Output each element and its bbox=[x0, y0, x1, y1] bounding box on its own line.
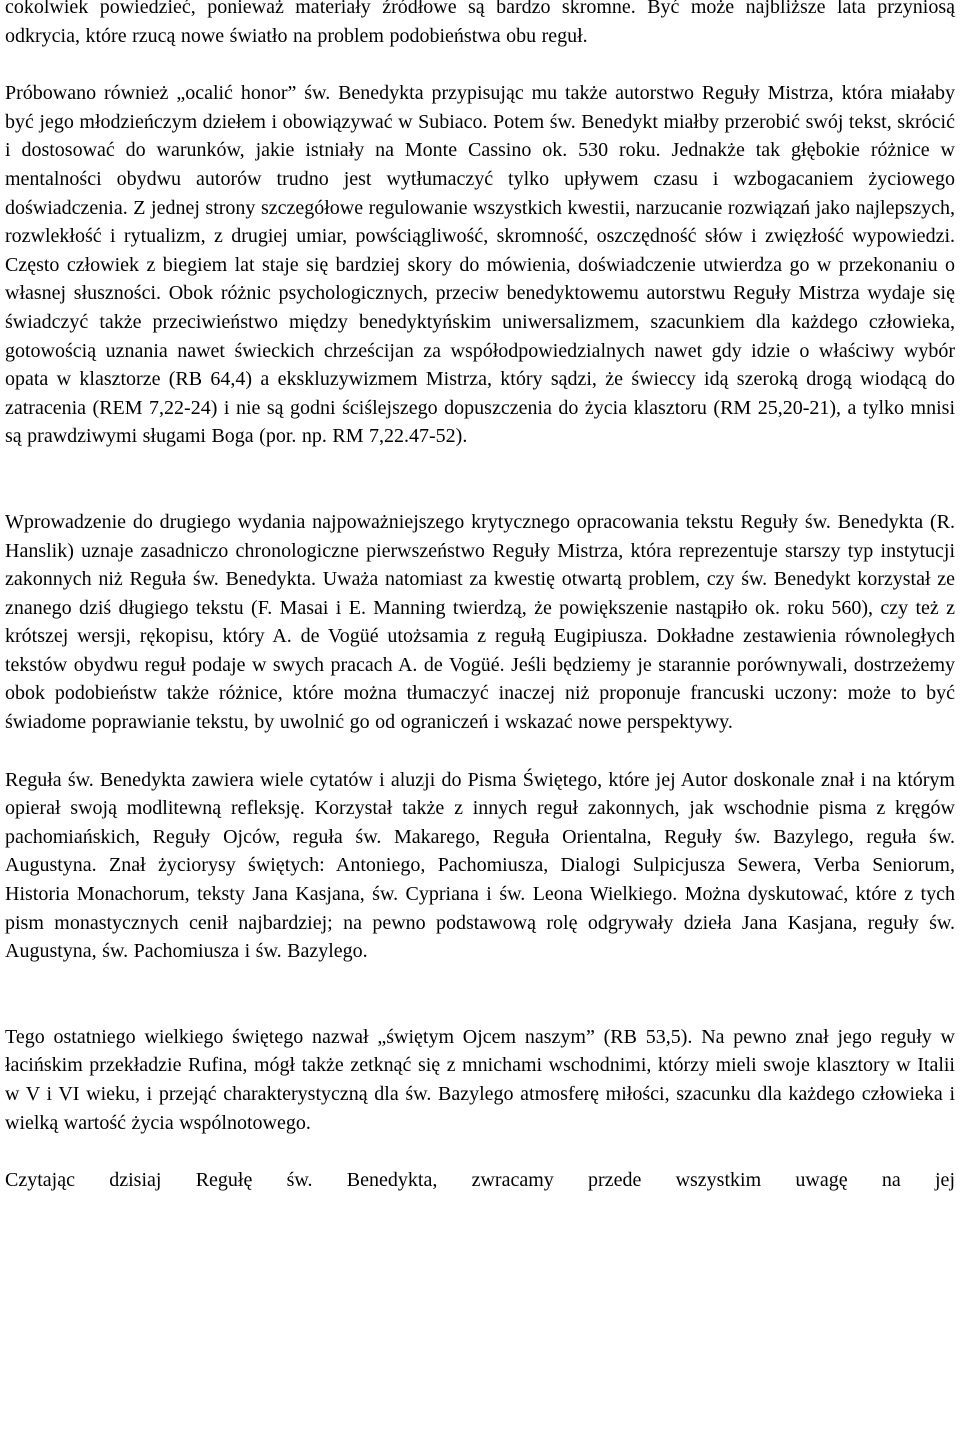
paragraph-6: Czytając dzisiaj Regułę św. Benedykta, zwracamy przede wszystkim uwagę na jej bbox=[5, 1169, 955, 1192]
paragraph-3: Wprowadzenie do drugiego wydania najpoważniejszego krytycznego opracowania tekstu Reguły św. Benedykta (R. Hanslik) uznaje zasadniczo chronologiczne pierwszeństwo Reguły Mistrza, która reprezentuje starszy typ instytucji zakonnych niż Reguła św. Benedykta. Uważa natomiast za kwestię otwartą problem, czy św. Benedykt korzystał ze znanego dziś długiego tekstu (F. Masai i E. Manning twierdzą, że powiększenie nastąpiło ok. roku 560), czy też z krótszej wersji, rękopisu, który A. de Vogüé utożsamia z regułą Eugipiusza. Dokładne zestawienia równoległych tekstów obydwu reguł podaje w swych pracach A. de Vogüé. Jeśli będziemy je starannie porównywali, dostrzeżemy obok podobieństw także różnice, które można tłumaczyć inaczej niż proponuje francuski uczony: może to być świadome poprawianie tekstu, by uwolnić go od ograniczeń i wskazać nowe perspektywy. bbox=[5, 510, 955, 734]
paragraph-4: Reguła św. Benedykta zawiera wiele cytatów i aluzji do Pisma Świętego, które jej Autor doskonale znał i na którym opierał swoją modlitewną refleksję. Korzystał także z innych reguł zakonnych, jak wschodnie pisma z kręgów pachomiańskich, Reguły Ojców, reguła św. Makarego, Reguła Orientalna, Reguły św. Bazylego, reguła św. Augustyna. Znał życiorysy świętych: Antoniego, Pachomiusza, Dialogi Sulpicjusza Sewera, Verba Seniorum, Historia Monachorum, teksty Jana Kasjana, św. Cypriana i św. Leona Wielkiego. Można dyskutować, które z tych pism monastycznych cenił najbardziej; na pewno podstawową rolę odgrywały dzieła Jana Kasjana, reguły św. Augustyna, św. Pachomiusza i św. Bazylego. bbox=[5, 768, 955, 963]
paragraph-gap bbox=[5, 966, 955, 1023]
paragraph-1: cokolwiek powiedzieć, ponieważ materiały źródłowe są bardzo skromne. Być może najbliższe lata przyniosą odkrycia, które rzucą nowe światło na problem podobieństwa obu reguł. bbox=[5, 0, 955, 47]
paragraph-2: Próbowano również „ocalić honor” św. Benedykta przypisując mu także autorstwo Reguły Mistrza, która miałaby być jego młodzieńczym dziełem i obowiązywać w Subiaco. Potem św. Benedykt miałby przerobić swój tekst, skrócić i dostosować do warunków, jakie istniały na Monte Cassino ok. 530 roku. Jednakże tak głębokie różnice w mentalności obydwu autorów trudno jest wytłumaczyć tylko upływem czasu i wzbogacaniem życiowego doświadczenia. Z jednej strony szczegółowe regulowanie wszystkich kwestii, narzucanie rozwiązań jako najlepszych, rozwlekłość i rytualizm, z drugiej umiar, powściągliwość, skromność, oszczędność słów i zwięzłość wypowiedzi. Często człowiek z biegiem lat staje się bardziej skory do mówienia, doświadczenie utwierdza go w przekonaniu o własnej słuszności. Obok różnic psychologicznych, przeciw benedyktowemu autorstwu Reguły Mistrza wydaje się świadczyć także przeciwieństwo między benedyktyńskim uniwersalizmem, szacunkiem dla każdego człowieka, gotowością uznania nawet świeckich chrześcijan za współodpowiedzialnych nawet gdy idzie o właściwy wybór opata w klasztorze (RB 64,4) a ekskluzywizmem Mistrza, który sądzi, że świeccy idą szeroką drogą wiodącą do zatracenia (REM 7,22-24) i nie są godni ściślejszego dopuszczenia do życia klasztoru (RM 25,20-21), a tylko mnisi są prawdziwymi sługami Boga (por. np. RM 7,22.47-52). bbox=[5, 82, 955, 448]
paragraph-5: Tego ostatniego wielkiego świętego nazwał „świętym Ojcem naszym” (RB 53,5). Na pewno znał jego reguły w łacińskim przekładzie Rufina, mógł także zetknąć się z mnichami wschodnimi, którzy mieli swoje klasztory w Italii w V i VI wieku, i przejąć charakterystyczną dla św. Bazylego atmosferę miłości, szacunku dla każdego człowieka i wielką wartość życia wspólnotowego. bbox=[5, 1025, 955, 1134]
paragraph-gap bbox=[5, 50, 955, 79]
paragraph-gap bbox=[5, 451, 955, 508]
paragraph-gap bbox=[5, 737, 955, 766]
document-page bbox=[5, 0, 955, 1195]
paragraph-gap bbox=[5, 1137, 955, 1166]
